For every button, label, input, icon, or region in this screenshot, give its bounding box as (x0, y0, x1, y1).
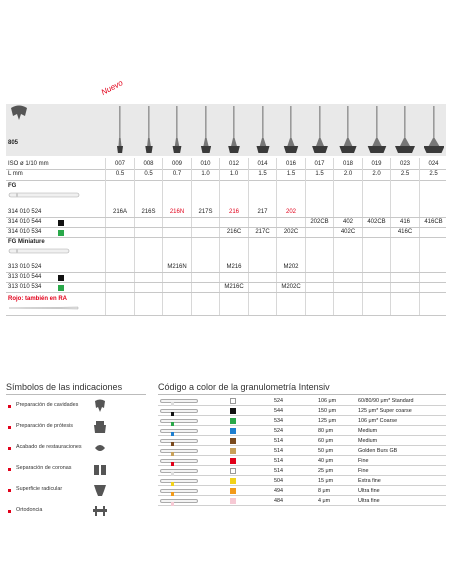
product-code-cell: M216C (224, 284, 244, 290)
iso-size-cell: 024 (428, 161, 439, 167)
fg-miniature-label: FG Miniature (8, 239, 45, 245)
grit-size: 4 μm (318, 498, 331, 504)
instrument-icon (160, 399, 198, 403)
symbol-row (6, 460, 146, 480)
length-cell: 1.0 (229, 171, 239, 177)
grit-code: 514 (274, 438, 283, 444)
product-code-cell: 416 (399, 219, 410, 225)
product-code-cell: 216C (226, 229, 242, 235)
color-ring (171, 402, 174, 406)
length-cell: 2.0 (372, 171, 381, 177)
reference-number: 313 010 524 (8, 264, 42, 270)
grit-size: 60 μm (318, 438, 334, 444)
grit-description: Fine (358, 458, 369, 464)
instrument-icon (160, 469, 198, 473)
grit-color-square (58, 230, 64, 236)
iso-size-cell: 007 (114, 161, 125, 167)
iso-size-cell: 023 (399, 161, 410, 167)
grit-size: 40 μm (318, 458, 334, 464)
grit-color-swatch (230, 448, 236, 454)
bullet (8, 426, 11, 429)
bur-illustration (424, 106, 444, 156)
color-ring (171, 482, 174, 486)
grit-color-swatch (230, 458, 236, 464)
iso-size-cell: 012 (228, 161, 239, 167)
color-ring (171, 442, 174, 446)
restoration-finishing-icon (92, 440, 108, 456)
symbol-row (6, 481, 146, 501)
grit-color-swatch (230, 418, 236, 424)
row-divider (6, 237, 446, 238)
grit-code: 514 (274, 458, 283, 464)
product-code-cell: M202 (283, 264, 299, 270)
symbol-label: Preparación de cavidades (16, 402, 79, 408)
symbols-title: Símbolos de las indicaciones (6, 382, 123, 392)
grit-row (158, 417, 446, 426)
grit-row (158, 467, 446, 476)
length-label: L mm (8, 171, 23, 177)
grit-color-swatch (230, 428, 236, 434)
color-ring (171, 452, 174, 456)
product-code-cell: M216N (167, 264, 187, 270)
iso-size-cell: 018 (342, 161, 353, 167)
product-code-cell: 202 (285, 209, 296, 215)
iso-size-cell: 019 (371, 161, 382, 167)
instrument-icon (160, 499, 198, 503)
grit-description: 125 μm* Super coarse (358, 408, 412, 414)
length-cell: 2.5 (429, 171, 438, 177)
product-code-cell: 216A (112, 209, 127, 215)
length-cell: 0.5 (115, 171, 125, 177)
product-code-cell: 217S (198, 209, 213, 215)
grit-row (158, 427, 446, 436)
bur-illustration (367, 106, 387, 156)
color-ring (171, 412, 174, 416)
instrument-icon (160, 459, 198, 463)
symbol-label: Ortodoncia (16, 507, 43, 513)
symbol-row (6, 439, 146, 459)
symbol-row (6, 418, 146, 438)
product-code-cell: 402 (342, 219, 353, 225)
grit-code: 534 (274, 418, 283, 424)
length-cell: 1.5 (286, 171, 296, 177)
bur-illustration (224, 106, 244, 156)
nuevo-tag: Nuevo (99, 78, 125, 97)
fg-label: FG (8, 183, 17, 189)
product-code-cell: M216 (226, 264, 242, 270)
symbol-row (6, 502, 146, 522)
grit-color-swatch (230, 498, 236, 504)
iso-size-cell: 010 (200, 161, 211, 167)
grit-color-swatch (230, 438, 236, 444)
product-code: 805 (8, 140, 19, 146)
iso-size-cell: 016 (285, 161, 296, 167)
grit-size: 106 μm (318, 398, 337, 404)
bullet (8, 468, 11, 471)
bur-illustration (281, 106, 301, 156)
bur-illustration (310, 106, 330, 156)
grit-row (158, 407, 446, 416)
row-divider (6, 292, 446, 293)
iso-label: ISO ø 1/10 mm (8, 161, 49, 167)
grit-code: 504 (274, 478, 283, 484)
instrument-icon (160, 479, 198, 483)
bur-illustration (139, 106, 159, 156)
length-cell: 1.0 (201, 171, 210, 177)
grit-row (158, 397, 446, 406)
length-cell: 2.0 (343, 171, 353, 177)
bur-illustration (167, 106, 187, 156)
color-ring (171, 472, 174, 476)
symbol-label: Acabado de restauraciones (16, 444, 82, 450)
grit-color-swatch (230, 478, 236, 484)
product-code-cell: 216 (228, 209, 239, 215)
reference-number: 313 010 534 (8, 284, 42, 290)
grit-color-swatch (230, 468, 236, 474)
grit-size: 15 μm (318, 478, 334, 484)
grit-code: 514 (274, 468, 283, 474)
bur-illustration (196, 106, 216, 156)
ra-instrument-icon (8, 304, 88, 312)
bullet (8, 489, 11, 492)
bullet (8, 510, 11, 513)
grit-row (158, 457, 446, 466)
grit-size: 25 μm (318, 468, 334, 474)
reference-number: 314 010 544 (8, 219, 42, 225)
symbol-label: Superficie radicular (16, 486, 63, 492)
grit-description: Fine (358, 468, 369, 474)
length-cell: 0.5 (144, 171, 153, 177)
grit-row (158, 437, 446, 446)
length-cell: 1.5 (315, 171, 324, 177)
bullet (8, 405, 11, 408)
grit-description: Extra fine (358, 478, 381, 484)
tooth-cavity-icon (92, 398, 108, 414)
product-code-cell: 217 (257, 209, 268, 215)
divider (6, 394, 146, 395)
fg-miniature-instrument-icon (8, 247, 88, 255)
tooth-prosthesis-icon (92, 419, 108, 435)
length-cell: 2.5 (400, 171, 410, 177)
bullet (8, 447, 11, 450)
bur-illustration (338, 106, 358, 156)
bur-illustration (395, 106, 415, 156)
bur-illustration (253, 106, 273, 156)
product-code-cell: 216N (169, 209, 185, 215)
grit-description: 60/80/90 μm* Standard (358, 398, 414, 404)
bur-illustration (110, 106, 130, 156)
color-ring (171, 432, 174, 436)
row-divider (6, 217, 446, 218)
symbol-label: Preparación de prótesis (16, 423, 73, 429)
grit-description: Medium (358, 428, 378, 434)
row-divider (6, 227, 446, 228)
grit-color-swatch (230, 488, 236, 494)
instrument-icon (160, 439, 198, 443)
iso-size-cell: 008 (143, 161, 154, 167)
length-cell: 0.7 (172, 171, 182, 177)
symbol-label: Separación de coronas (16, 465, 72, 471)
grit-row (158, 487, 446, 496)
grit-code: 514 (274, 448, 283, 454)
color-ring (171, 462, 174, 466)
reference-number: 314 010 534 (8, 229, 42, 235)
grit-description: Medium (358, 438, 378, 444)
grit-code: 524 (274, 398, 283, 404)
grit-description: Ultra fine (358, 488, 380, 494)
orthodontics-icon (92, 503, 108, 519)
product-code-cell: M202C (281, 284, 301, 290)
product-code-cell: 216S (141, 209, 156, 215)
product-code-cell: 217C (255, 229, 270, 235)
grit-code: 524 (274, 428, 283, 434)
grit-color-square (58, 275, 64, 281)
product-code-cell: 202CB (310, 219, 329, 225)
product-code-cell: 416CB (424, 219, 443, 225)
instrument-icon (160, 429, 198, 433)
grit-color-square (58, 285, 64, 291)
instrument-icon (160, 489, 198, 493)
grit-row (158, 447, 446, 456)
color-ring (171, 492, 174, 496)
grit-title: Código a color de la granulometría Intensiv (158, 382, 330, 392)
grit-size: 125 μm (318, 418, 337, 424)
divider (6, 169, 446, 170)
grit-code: 484 (274, 498, 283, 504)
crown-separation-icon (92, 461, 108, 477)
instrument-icon (160, 409, 198, 413)
divider (6, 315, 446, 316)
instrument-icon (160, 419, 198, 423)
grit-row (158, 477, 446, 486)
color-ring (171, 422, 174, 426)
grit-size: 80 μm (318, 428, 334, 434)
instrument-icon (160, 449, 198, 453)
grit-color-swatch (230, 408, 236, 414)
product-code-cell: 202C (283, 229, 299, 235)
grit-color-square (58, 220, 64, 226)
grit-color-swatch (230, 398, 236, 404)
length-cell: 1.5 (258, 171, 267, 177)
rojo-note: Rojo: también en RA (8, 296, 68, 302)
symbol-row (6, 397, 146, 417)
iso-size-cell: 009 (171, 161, 182, 167)
row-divider (6, 282, 446, 283)
grit-size: 8 μm (318, 488, 331, 494)
fg-instrument-icon (8, 191, 88, 199)
iso-size-cell: 017 (314, 161, 325, 167)
reference-number: 313 010 544 (8, 274, 42, 280)
grit-description: Golden Burs GB (358, 448, 398, 454)
grit-row (158, 497, 446, 506)
product-code-cell: 416C (397, 229, 413, 235)
divider (6, 180, 446, 181)
grit-description: Ultra fine (358, 498, 380, 504)
tooth-icon (8, 104, 30, 124)
row-divider (6, 272, 446, 273)
iso-size-cell: 014 (257, 161, 268, 167)
product-code-cell: 402CB (367, 219, 386, 225)
grit-size: 50 μm (318, 448, 334, 454)
root-surface-icon (92, 482, 108, 498)
reference-number: 314 010 524 (8, 209, 42, 215)
grit-code: 494 (274, 488, 283, 494)
divider (158, 394, 446, 395)
color-ring (171, 502, 174, 506)
product-code-cell: 402C (340, 229, 356, 235)
grit-code: 544 (274, 408, 283, 414)
grit-size: 150 μm (318, 408, 337, 414)
grit-description: 106 μm* Coarse (358, 418, 398, 424)
